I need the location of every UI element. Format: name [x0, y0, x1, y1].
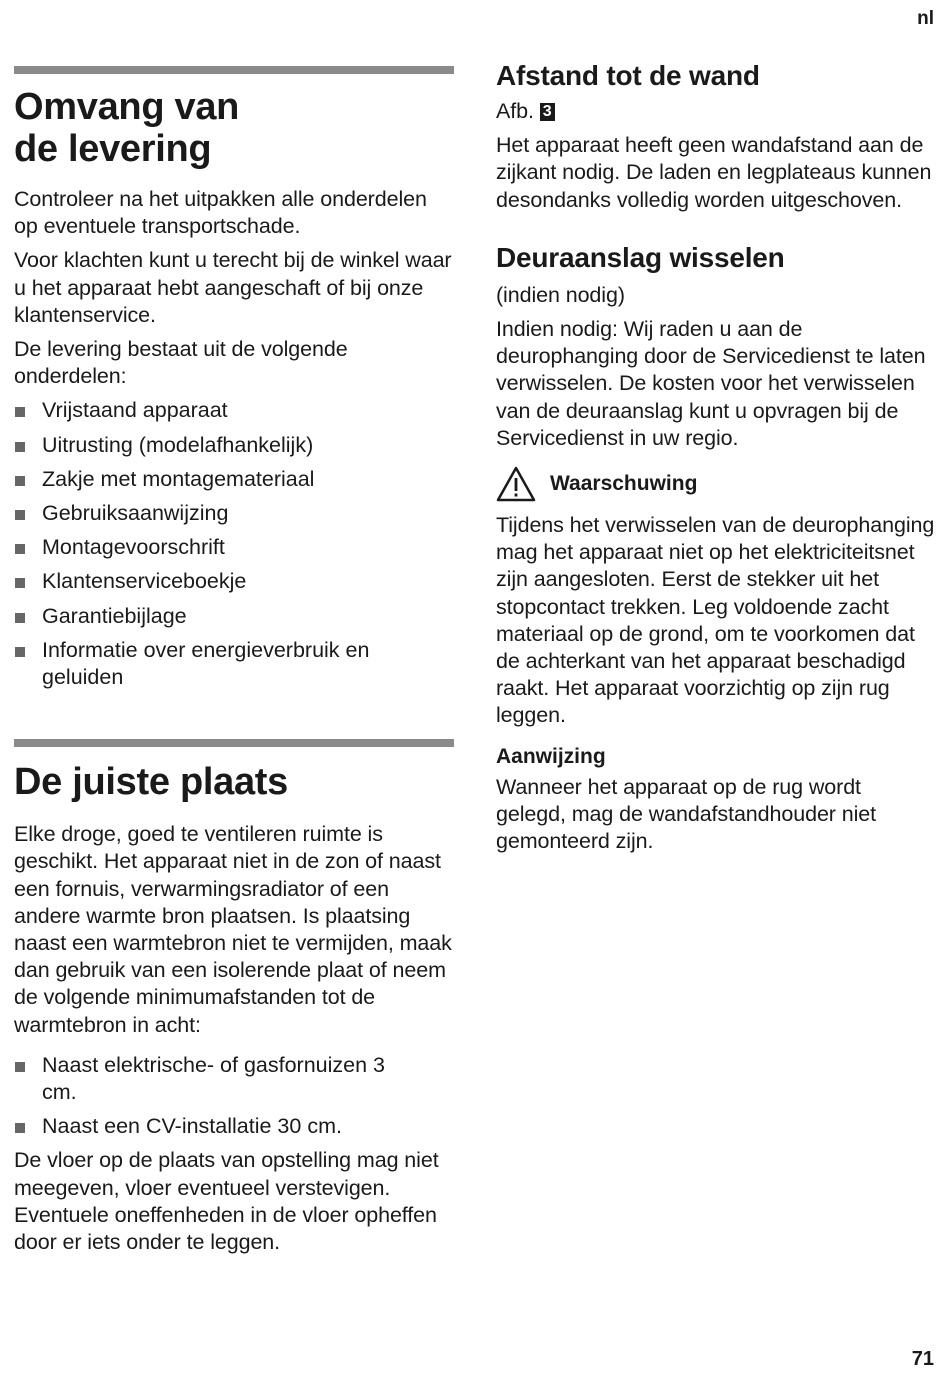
language-code: nl [917, 8, 934, 29]
delivery-list [14, 397, 454, 691]
subtitle: (indien nodig) [496, 282, 625, 307]
left-column [14, 0, 454, 1256]
section-title-juiste-plaats: De juiste plaats [14, 761, 288, 804]
paragraph: Controleer na het uitpakken alle onderdelen op eventuele transportschade. [14, 187, 427, 239]
paragraph: Voor klachten kunt u terecht bij de winkel waar u het apparaat hebt aangeschaft of bij onze klantenservice. [14, 248, 452, 327]
list-item: Vrijstaand apparaat [14, 397, 454, 424]
section-rule [14, 66, 454, 74]
list-item: Informatie over energieverbruik en geluiden [14, 637, 454, 691]
list-item: Zakje met montagemateriaal [14, 466, 454, 493]
paragraph: Indien nodig: Wij raden u aan de deurophanging door de Servicedienst te laten verwisselen. De kosten voor het verwisselen van de deuraanslag kunt u opvragen bij de Servicedienst in uw regio. [496, 317, 926, 450]
warning-heading [496, 466, 936, 502]
warning-text: Tijdens het verwisselen van de deurophanging mag het apparaat niet op het elektriciteitsnet zijn aangesloten. Eerst de stekker uit het stopcontact trekken. Leg voldoende zacht materiaal op de grond, om te voorkomen dat de achterkant van het apparaat beschadigd raakt. Het apparaat voorzichtig op zijn rug leggen. [496, 513, 935, 728]
list-item: Naast elektrische- of gasfornuizen 3 cm. [14, 1052, 454, 1106]
paragraph: Elke droge, goed te ventileren ruimte is geschikt. Het apparaat niet in de zon of naast een fornuis, verwarmingsradiator of een andere warmte bron plaatsen. Is plaatsing naast een warmtebron niet te vermijden, maak dan gebruik van een isolerende plaat of neem de volgende minimumafstanden tot de warmtebron in acht: [14, 822, 452, 1037]
warning-triangle-icon [496, 466, 536, 502]
list-item: Klantenserviceboekje [14, 568, 454, 595]
figure-reference: Afb. 3 [496, 98, 936, 125]
list-item: Uitrusting (modelafhankelijk) [14, 432, 454, 459]
list-item: Montagevoorschrift [14, 534, 454, 561]
section-rule [14, 739, 454, 747]
list-item: Garantiebijlage [14, 603, 454, 630]
paragraph: Het apparaat heeft geen wandafstand aan de zijkant nodig. De laden en legplateaus kunnen desondanks volledig worden uitgeschoven. [496, 133, 932, 212]
section-title-afstand: Afstand tot de wand [496, 60, 760, 91]
list-item: Gebruiksaanwijzing [14, 500, 454, 527]
figure-number: 3 [540, 103, 555, 121]
list-item: Naast een CV-installatie 30 cm. [14, 1113, 454, 1140]
warning-title: Waarschuwing [550, 472, 698, 496]
distance-list [14, 1052, 454, 1141]
right-column [496, 0, 936, 855]
note-text: Wanneer het apparaat op de rug wordt gelegd, mag de wandafstandhouder niet gemonteerd zijn. [496, 774, 877, 854]
section-title-omvang: Omvang van de levering [14, 86, 240, 170]
paragraph: De vloer op de plaats van opstelling mag niet meegeven, vloer eventueel verstevigen. Eventuele oneffenheden in de vloer opheffen door er iets onder te leggen. [14, 1148, 439, 1255]
page-number: 71 [911, 1348, 934, 1370]
section-title-deuraanslag: Deuraanslag wisselen [496, 241, 785, 273]
paragraph: De levering bestaat uit de volgende onderdelen: [14, 337, 348, 389]
note-title: Aanwijzing [496, 744, 606, 768]
